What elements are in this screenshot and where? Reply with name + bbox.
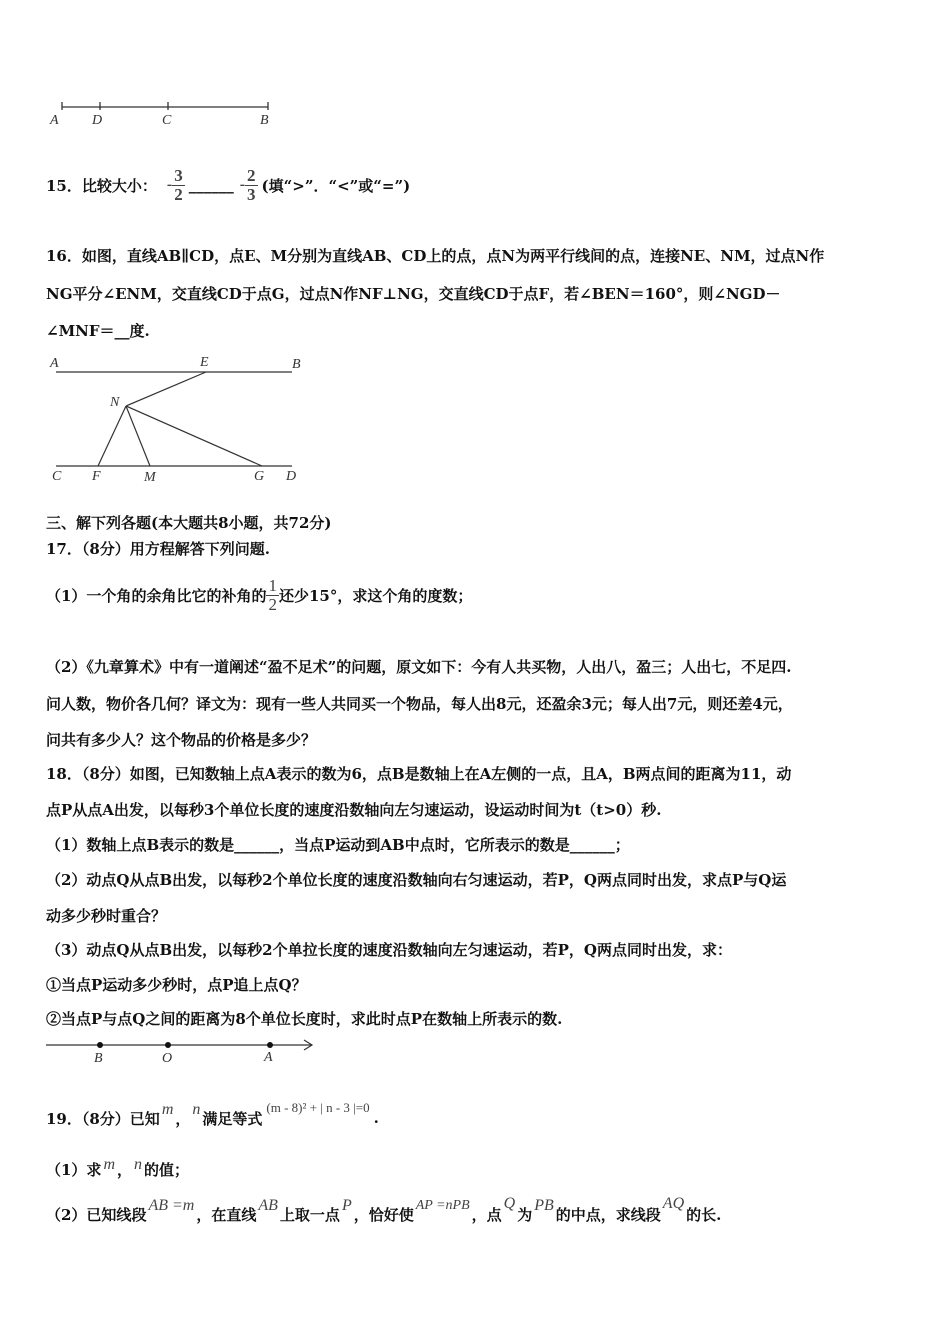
q19-comma: ， <box>175 1109 191 1128</box>
question-15 <box>46 163 410 207</box>
q18-part-1: （1）数轴上点B表示的数是______，当点P运动到AB中点时，它所表示的数是______； <box>46 836 630 854</box>
q15-blank: ______ <box>188 176 234 194</box>
q16-line-1: 16．如图，直线AB∥CD，点E、M分别为直线AB、CD上的点，点N为两平行线间的点，连接NE、NM，过点N作 <box>46 247 825 265</box>
q19-aq: AQ <box>662 1195 685 1212</box>
q16-line-2: NG平分∠ENM，交直线CD于点G，过点N作NF⊥NG，交直线CD于点F，若∠BEN＝160°，则∠NGD－ <box>46 285 781 303</box>
q19-equation: (m - 8)² + | n - 3 |=0 <box>266 1100 370 1115</box>
axis-label-a: A <box>264 1050 273 1065</box>
q15-sign-2: - <box>239 176 246 193</box>
q19-pb: PB <box>534 1197 554 1214</box>
q19-ab-eq: AB =m <box>148 1197 195 1214</box>
label-a: A <box>50 356 59 371</box>
segment-figure <box>46 96 286 132</box>
q18-part-3a: ①当点P运动多少秒时，点P追上点Q？ <box>46 976 307 994</box>
q19-var-m: m <box>161 1101 174 1118</box>
q17-part-2-line-2: 问人数，物价各几何？译文为：现有一些人共同买一个物品，每人出8元，还盈余3元；每人出7元，则还差4元， <box>46 695 793 713</box>
q15-hint: (填“>”．“<”或“=”) <box>261 176 411 195</box>
q19-p2-text-b: ，在直线 <box>196 1205 257 1224</box>
q19-period: . <box>373 1109 379 1127</box>
label-b: B <box>260 113 269 128</box>
q19-p1-var-n: n <box>134 1156 143 1173</box>
q19-ap-eq: AP =nPB <box>415 1198 470 1213</box>
label-b: B <box>292 357 301 372</box>
q19-var-n: n <box>192 1101 201 1118</box>
q19-p1-text-b: 的值； <box>144 1160 190 1179</box>
q18-line-2: 点P从点A出发，以每秒3个单位长度的速度沿数轴向左匀速运动，设运动时间为t（t>0）秒. <box>46 801 662 819</box>
label-g: G <box>254 469 265 484</box>
q19-p2-text-d: ，恰好使 <box>353 1205 414 1224</box>
q18-part-2-line-1: （2）动点Q从点B出发，以每秒2个单位长度的速度沿数轴向右匀速运动，若P，Q两点同时出发，求点P与Q运 <box>46 871 787 889</box>
q15-number: 15．比较大小： <box>46 176 157 195</box>
q17-part-2-line-3: 问共有多少人？这个物品的价格是多少？ <box>46 731 317 749</box>
q19-p: P <box>341 1197 352 1214</box>
q18-part-3b: ②当点P与点Q之间的距离为8个单位长度时，求此时点P在数轴上所表示的数. <box>46 1010 563 1028</box>
q15-fraction-1: $\frac{3}{2}$ <box>174 165 183 204</box>
q17-part-1 <box>46 570 472 620</box>
label-a: A <box>50 113 59 128</box>
label-m: M <box>144 470 156 485</box>
q19-part-2 <box>46 1194 721 1234</box>
q19-title-text-a: 19．（8分）已知 <box>46 1109 160 1128</box>
label-e: E <box>200 355 209 370</box>
section-3-heading: 三、解下列各题(本大题共8小题，共72分) <box>46 514 332 532</box>
axis-label-o: O <box>162 1051 173 1066</box>
q18-part-3: （3）动点Q从点B出发，以每秒2个单拉长度的速度沿数轴向左匀速运动，若P，Q两点同时出发，求： <box>46 941 732 959</box>
label-c: C <box>52 469 62 484</box>
q19-p2-text-h: 的长. <box>686 1205 722 1224</box>
q19-p1-var-m: m <box>103 1156 115 1173</box>
q19-p1-comma: ， <box>117 1160 133 1179</box>
q19-p2-text-g: 的中点，求线段 <box>555 1205 661 1224</box>
q19-title-text-b: 满足等式 <box>202 1109 263 1128</box>
label-d: D <box>92 113 103 128</box>
q15-sign-1: - <box>166 176 173 193</box>
q17-fraction: $\frac{1}{2}$ <box>268 575 277 614</box>
q19-p2-text-f: 为 <box>517 1205 533 1224</box>
q15-fraction-2: $\frac{2}{3}$ <box>247 165 256 204</box>
q19-p2-text-e: ，点 <box>471 1205 502 1224</box>
number-axis-figure <box>44 1034 324 1068</box>
label-f: F <box>92 469 101 484</box>
q17-part-2-line-1: （2）《九章算术》中有一道阐述“盈不足术”的问题，原文如下：今有人共买物，人出八，盈三；人出七，不足四. <box>46 658 792 676</box>
q19-p2-text-a: （2）已知线段 <box>46 1205 147 1224</box>
q19-part-1 <box>46 1154 189 1184</box>
q19-title <box>46 1100 379 1136</box>
label-n: N <box>110 395 120 410</box>
q16-line-3: ∠MNF＝__度. <box>46 322 150 340</box>
label-c: C <box>162 113 172 128</box>
parallel-lines-figure <box>46 350 316 490</box>
q17-title: 17．（8分）用方程解答下列问题. <box>46 540 271 558</box>
q17-p1-text-b: 还少15°，求这个角的度数； <box>278 586 473 605</box>
q18-part-2-line-2: 动多少秒时重合？ <box>46 907 167 925</box>
q19-q: Q <box>503 1195 516 1212</box>
q19-p2-text-c: 上取一点 <box>279 1205 340 1224</box>
q18-line-1: 18．（8分）如图，已知数轴上点A表示的数为6，点B是数轴上在A左侧的一点，且A，B两点间的距离为11，动 <box>46 765 792 783</box>
label-d: D <box>286 469 297 484</box>
q19-p1-text-a: （1）求 <box>46 1160 102 1179</box>
q19-ab: AB <box>258 1197 278 1214</box>
q17-p1-text-a: （1）一个角的余角比它的补角的 <box>46 586 267 605</box>
axis-label-b: B <box>94 1051 103 1066</box>
